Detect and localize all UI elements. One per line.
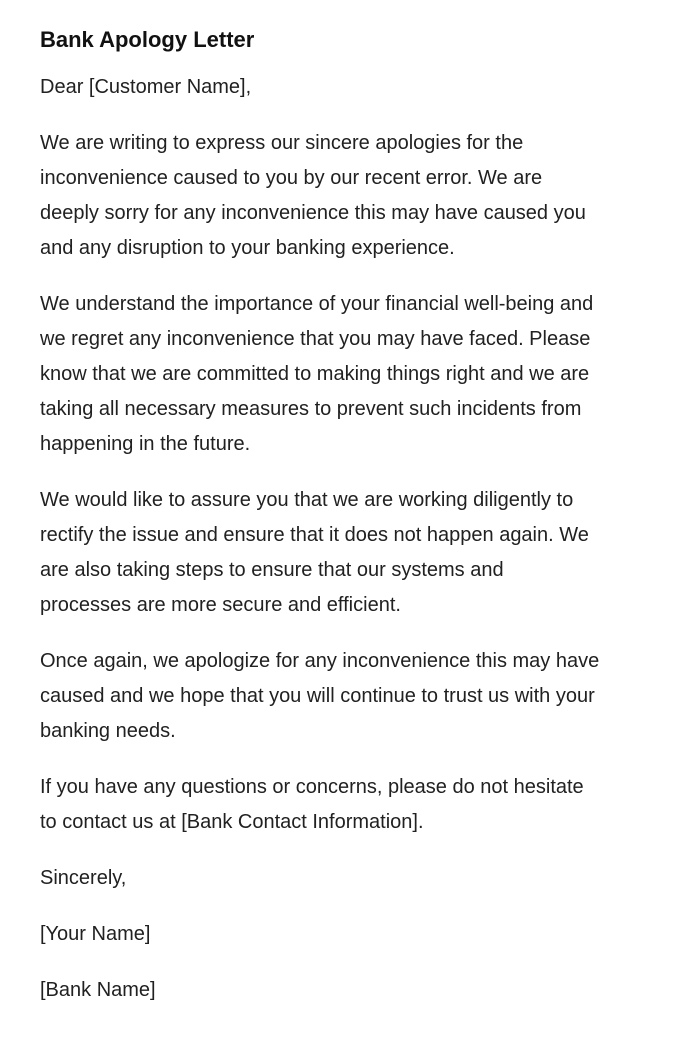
closing: Sincerely, bbox=[40, 867, 127, 889]
letter-paragraph-4: Once again, we apologize for any inconvenience this may have caused and we hope that you will continue to trust us with your banking needs. bbox=[40, 650, 600, 742]
letter-paragraph-3: We would like to assure you that we are working diligently to rectify the issue and ensure that it does not happen again. We are also taking steps to ensure that our systems and processes are more secure and efficient. bbox=[40, 489, 589, 616]
salutation: Dear [Customer Name], bbox=[40, 76, 252, 98]
signature-bank-name-placeholder: [Bank Name] bbox=[40, 979, 156, 1001]
letter-paragraph-2: We understand the importance of your financial well-being and we regret any inconvenience that you may have faced. Please know that we are committed to making things right and we are taking all necessary measures to prevent such incidents from happening in the future. bbox=[40, 293, 594, 455]
letter-paragraph-1: We are writing to express our sincere apologies for the inconvenience caused to you by our recent error. We are deeply sorry for any inconvenience this may have caused you and any disruption to your banking experience. bbox=[40, 132, 586, 259]
letter-paragraph-5: If you have any questions or concerns, please do not hesitate to contact us at [Bank Contact Information]. bbox=[40, 776, 584, 833]
signature-your-name-placeholder: [Your Name] bbox=[40, 923, 151, 945]
letter-title: Bank Apology Letter bbox=[40, 27, 255, 52]
